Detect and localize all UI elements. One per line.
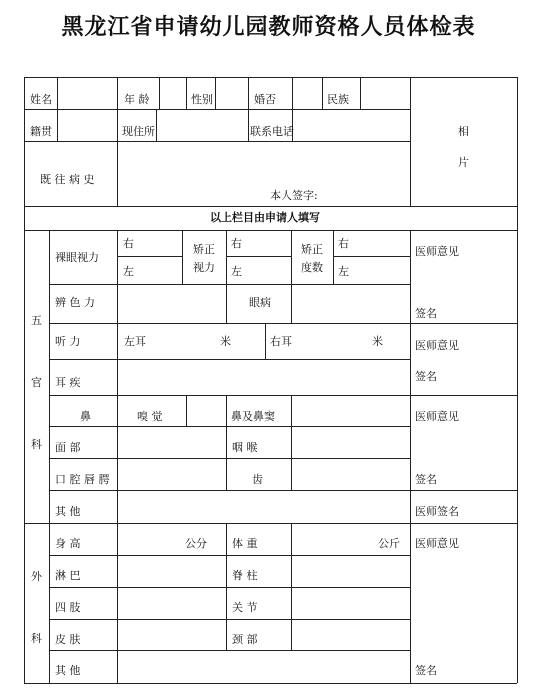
sign-label-hearing: 签名 bbox=[415, 370, 437, 383]
corrected-label-2: 视力 bbox=[193, 261, 215, 274]
opinion-label-hearing: 医师意见 bbox=[415, 339, 459, 352]
form-title: 黑龙江省申请幼儿园教师资格人员体检表 bbox=[61, 15, 476, 40]
hearing-label: 听 力 bbox=[55, 335, 81, 348]
name-label: 姓名 bbox=[30, 93, 52, 106]
weight-unit: 公斤 bbox=[378, 537, 400, 550]
smell-label: 嗅 觉 bbox=[137, 410, 163, 423]
surgery-section-char-1: 外 bbox=[31, 570, 42, 583]
diopter-left-label: 左 bbox=[338, 265, 349, 278]
photo-label-1: 相 bbox=[458, 125, 469, 138]
facial-section-char-3: 科 bbox=[31, 438, 42, 451]
history-label: 既 往 病 史 bbox=[40, 173, 95, 186]
limbs-label: 四 肢 bbox=[55, 601, 81, 614]
photo-label-2: 片 bbox=[458, 156, 469, 169]
sign-label-ent: 签名 bbox=[415, 473, 437, 486]
opinion-label-surgery: 医师意见 bbox=[415, 537, 459, 550]
marital-label: 婚否 bbox=[254, 93, 276, 106]
mouth-label: 口 腔 唇 腭 bbox=[55, 473, 110, 486]
left-ear-label: 左耳 bbox=[124, 335, 146, 348]
surgery-section-char-2: 科 bbox=[31, 632, 42, 645]
ethnicity-label: 民族 bbox=[327, 93, 349, 106]
facial-other-label: 其 他 bbox=[55, 505, 81, 518]
age-label: 年 龄 bbox=[124, 93, 150, 106]
throat-label: 咽 喉 bbox=[232, 441, 258, 454]
face-label: 面 部 bbox=[55, 441, 81, 454]
color-vision-label: 辨 色 力 bbox=[55, 296, 95, 309]
left-ear-unit: 米 bbox=[220, 335, 231, 348]
right-ear-label: 右耳 bbox=[270, 335, 292, 348]
sinus-label: 鼻及鼻窦 bbox=[231, 410, 275, 423]
nose-label: 鼻 bbox=[80, 410, 91, 423]
height-label: 身 高 bbox=[55, 537, 81, 550]
right-ear-unit: 米 bbox=[372, 335, 383, 348]
origin-label: 籍贯 bbox=[30, 125, 52, 138]
applicant-note: 以上栏目由申请人填写 bbox=[210, 211, 320, 224]
naked-vision-label: 裸眼视力 bbox=[55, 251, 99, 264]
corrected-right-label: 右 bbox=[231, 237, 242, 250]
diopter-right-label: 右 bbox=[338, 237, 349, 250]
opinion-label-vision: 医师意见 bbox=[415, 245, 459, 258]
height-unit: 公分 bbox=[185, 537, 207, 550]
diopter-label-1: 矫正 bbox=[301, 243, 323, 256]
naked-left-label: 左 bbox=[123, 265, 134, 278]
corrected-left-label: 左 bbox=[231, 265, 242, 278]
corrected-label-1: 矫正 bbox=[193, 243, 215, 256]
signature-label: 本人签字: bbox=[270, 189, 318, 202]
skin-label: 皮 肤 bbox=[55, 633, 81, 646]
naked-right-label: 右 bbox=[123, 237, 134, 250]
facial-section-char-1: 五 bbox=[31, 314, 42, 327]
weight-label: 体 重 bbox=[232, 537, 258, 550]
lymph-label: 淋 巴 bbox=[55, 569, 81, 582]
sign-label-vision: 签名 bbox=[415, 307, 437, 320]
gender-label: 性别 bbox=[191, 93, 213, 106]
doctor-sign-label-facial: 医师签名 bbox=[415, 505, 459, 518]
surgery-other-label: 其 他 bbox=[55, 664, 81, 677]
teeth-label: 齿 bbox=[252, 473, 263, 486]
neck-label: 颈 部 bbox=[232, 633, 258, 646]
opinion-label-ent: 医师意见 bbox=[415, 410, 459, 423]
address-label: 现住所 bbox=[122, 125, 155, 138]
phone-label: 联系电话 bbox=[250, 125, 294, 138]
sign-label-surgery: 签名 bbox=[415, 664, 437, 677]
spine-label: 脊 柱 bbox=[232, 569, 258, 582]
joints-label: 关 节 bbox=[232, 601, 258, 614]
facial-section-char-2: 官 bbox=[31, 376, 42, 389]
diopter-label-2: 度数 bbox=[301, 261, 323, 274]
eye-disease-label: 眼病 bbox=[249, 296, 271, 309]
ear-disease-label: 耳 疾 bbox=[55, 376, 81, 389]
